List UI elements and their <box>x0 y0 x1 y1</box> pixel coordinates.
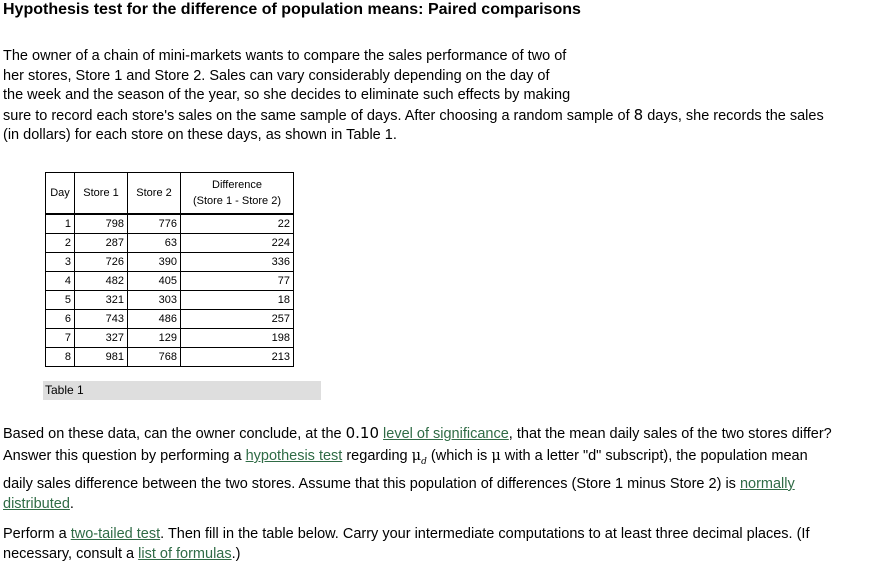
question-line-2: Answer this question by performing a hypothesis test regarding $\mu_d$ (which is μ with a letter "d" subscript), the population mean <box>3 448 808 467</box>
cell-day: 5 <box>46 291 75 310</box>
sample-size: 8 <box>633 105 644 124</box>
header-difference: Difference (Store 1 - Store 2) <box>181 173 294 215</box>
header-day: Day <box>46 173 75 215</box>
link-hypothesis-test[interactable]: hypothesis test <box>245 448 343 464</box>
intro-line-3: the week and the season of the year, so she decides to eliminate such effects by making <box>3 87 571 103</box>
table-header-row <box>46 173 294 215</box>
cell-store1: 726 <box>75 253 128 272</box>
table-row <box>46 214 294 234</box>
table-row <box>46 272 294 291</box>
question-line-4: distributed. <box>3 495 74 512</box>
question-line-3: daily sales difference between the two stores. Assume that this population of differences (Store 1 minus Store 2) is normally <box>3 475 795 492</box>
cell-difference: 336 <box>181 253 294 272</box>
cell-store2: 776 <box>128 214 181 234</box>
table-row <box>46 234 294 253</box>
cell-store1: 287 <box>75 234 128 253</box>
question-line-1: Based on these data, can the owner conclude, at the 0.10 level of significance, that the mean daily sales of the two stores differ? <box>3 424 832 442</box>
mu-symbol: μ <box>491 448 501 464</box>
cell-store2: 486 <box>128 310 181 329</box>
cell-difference: 18 <box>181 291 294 310</box>
table-row <box>46 253 294 272</box>
header-store2: Store 2 <box>128 173 181 215</box>
cell-day: 3 <box>46 253 75 272</box>
instructions-line-2: necessary, consult a list of formulas.) <box>3 545 241 562</box>
significance-level: 0.10 <box>345 424 380 442</box>
cell-store2: 63 <box>128 234 181 253</box>
cell-store1: 327 <box>75 329 128 348</box>
intro-line-2: her stores, Store 1 and Store 2. Sales can vary considerably depending on the day of <box>3 67 550 84</box>
cell-store2: 390 <box>128 253 181 272</box>
link-list-of-formulas[interactable]: list of formulas <box>138 545 232 562</box>
page-title: Hypothesis test for the difference of population means: Paired comparisons <box>3 1 581 18</box>
sales-table <box>45 172 294 367</box>
cell-day: 2 <box>46 234 75 253</box>
link-two-tailed-test[interactable]: two-tailed test <box>70 526 161 542</box>
cell-store2: 768 <box>128 348 181 367</box>
cell-store1: 482 <box>75 272 128 291</box>
cell-store2: 303 <box>128 291 181 310</box>
intro-line-4: sure to record each store's sales on the same sample of days. After choosing a random sample of 8 days, she records the sales <box>3 105 824 124</box>
cell-day: 6 <box>46 310 75 329</box>
cell-difference: 257 <box>181 310 294 329</box>
cell-difference: 77 <box>181 272 294 291</box>
intro-line-5: (in dollars) for each store on these days, as shown in Table 1. <box>3 127 397 143</box>
table-body <box>46 214 294 367</box>
link-level-of-significance[interactable]: level of significance <box>383 426 509 442</box>
table-row <box>46 291 294 310</box>
cell-difference: 224 <box>181 234 294 253</box>
cell-store1: 321 <box>75 291 128 310</box>
cell-store2: 129 <box>128 329 181 348</box>
cell-store1: 981 <box>75 348 128 367</box>
cell-difference: 213 <box>181 348 294 367</box>
header-store1: Store 1 <box>75 173 128 215</box>
cell-day: 1 <box>46 214 75 234</box>
cell-day: 8 <box>46 348 75 367</box>
cell-store1: 798 <box>75 214 128 234</box>
cell-store1: 743 <box>75 310 128 329</box>
cell-day: 4 <box>46 272 75 291</box>
table-row <box>46 310 294 329</box>
instructions-line-1: Perform a two-tailed test. Then fill in the table below. Carry your intermediate computations to at least three decimal places. (If <box>3 526 810 542</box>
question-paragraph <box>3 422 832 513</box>
table-caption: Table 1 <box>43 381 321 400</box>
intro-line-1: The owner of a chain of mini-markets wants to compare the sales performance of two of <box>3 48 567 64</box>
link-distributed[interactable]: distributed <box>3 495 70 512</box>
instructions-paragraph <box>3 525 810 564</box>
cell-store2: 405 <box>128 272 181 291</box>
cell-difference: 198 <box>181 329 294 348</box>
table-row <box>46 348 294 367</box>
cell-day: 7 <box>46 329 75 348</box>
mu-d-symbol: $\mu_d$ <box>411 448 427 467</box>
cell-difference: 22 <box>181 214 294 234</box>
intro-paragraph <box>3 47 824 146</box>
link-normally[interactable]: normally <box>739 475 795 492</box>
table-row <box>46 329 294 348</box>
